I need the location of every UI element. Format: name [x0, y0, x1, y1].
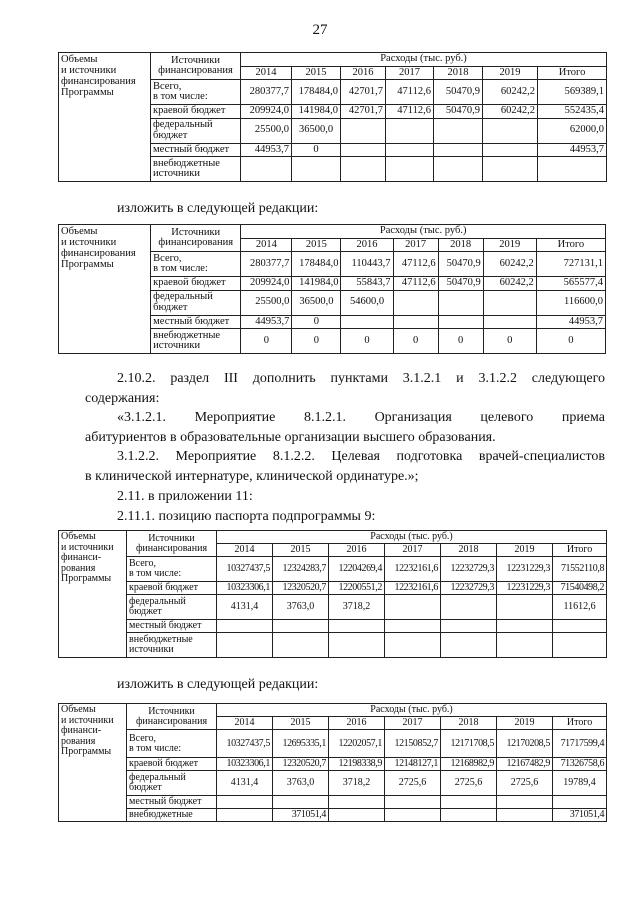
value-cell: 4131,4 [217, 595, 273, 620]
total-header-cell: Итого [553, 717, 607, 730]
value-cell [217, 633, 273, 658]
paragraph-2-10-2-line1: 2.10.2. раздел III дополнить пунктами 3.1.2.1 и 3.1.2.2 следующего [117, 371, 605, 386]
table-row [59, 595, 607, 620]
value-cell: 10327437,5 [217, 557, 273, 582]
value-cell [438, 290, 483, 315]
value-cell [434, 143, 483, 157]
value-cell: 60242,2 [483, 277, 536, 291]
value-cell: 47112,6 [393, 277, 438, 291]
source-extra: внебюджетные источники [151, 157, 241, 182]
value-cell: 0 [393, 329, 438, 354]
source-total: Всего, в том числе: [127, 730, 217, 758]
source-extra: внебюджетные источники [151, 329, 241, 354]
value-cell [553, 633, 607, 658]
header-row [59, 531, 607, 544]
edit-instruction-2: изложить в следующей редакции: [117, 677, 319, 692]
value-cell: 71717599,4 [553, 730, 607, 758]
sources-header: Источники финансирования [127, 704, 217, 730]
value-cell: 2725,6 [385, 771, 441, 796]
value-cell: 50470,9 [434, 105, 483, 119]
sources-header: Источники финансирования [127, 531, 217, 557]
value-cell [483, 157, 538, 182]
value-cell [483, 118, 538, 143]
objects-label: Объемы и источники финанси- рования Программы [59, 704, 127, 822]
value-cell: 10327437,5 [217, 730, 273, 758]
year-cell: 2017 [385, 544, 441, 557]
value-cell: 3763,0 [273, 595, 329, 620]
value-cell: 0 [341, 329, 393, 354]
header-row [59, 53, 607, 67]
year-cell: 2016 [341, 238, 393, 252]
value-cell: 19789,4 [553, 771, 607, 796]
year-cell: 2018 [438, 238, 483, 252]
value-cell: 60242,2 [483, 80, 538, 105]
year-cell: 2016 [341, 66, 386, 80]
value-cell [341, 315, 393, 329]
value-cell [273, 633, 329, 658]
value-cell [483, 290, 536, 315]
value-cell [329, 633, 385, 658]
year-cell: 2014 [241, 238, 292, 252]
source-federal: федеральный бюджет [127, 771, 217, 796]
sources-header: Источники финансирования [151, 53, 241, 80]
value-cell [441, 809, 497, 822]
paragraph-2-11-1: 2.11.1. позицию паспорта подпрограммы 9: [117, 509, 376, 524]
value-cell [441, 595, 497, 620]
expenses-header: Расходы (тыс. руб.) [217, 531, 607, 544]
value-cell [497, 633, 553, 658]
value-cell: 50470,9 [438, 252, 483, 277]
value-cell: 12320520,7 [273, 758, 329, 771]
value-cell: 10323306,1 [217, 582, 273, 595]
value-cell: 25500,0 [241, 290, 292, 315]
value-cell [217, 620, 273, 633]
source-total: Всего, в том числе: [151, 80, 241, 105]
value-cell [441, 796, 497, 809]
value-cell: 3718,2 [329, 771, 385, 796]
value-cell: 12202057,1 [329, 730, 385, 758]
value-cell: 565577,4 [536, 277, 605, 291]
value-cell [329, 796, 385, 809]
value-cell: 47112,6 [386, 105, 434, 119]
value-cell: 71552110,8 [553, 557, 607, 582]
value-cell: 10323306,1 [217, 758, 273, 771]
value-cell: 12171708,5 [441, 730, 497, 758]
paragraph-3-1-2-2-line1: 3.1.2.2. Мероприятие 8.1.2.2. Целевая подготовка врачей-специалистов [117, 449, 605, 464]
value-cell [292, 157, 341, 182]
year-cell: 2019 [497, 717, 553, 730]
value-cell [553, 620, 607, 633]
source-local: местный бюджет [127, 620, 217, 633]
source-regional: краевой бюджет [127, 758, 217, 771]
value-cell: 141984,0 [292, 105, 341, 119]
source-federal: федеральный бюджет [151, 290, 241, 315]
value-cell: 12148127,1 [385, 758, 441, 771]
value-cell [497, 595, 553, 620]
year-cell: 2014 [217, 544, 273, 557]
value-cell [483, 143, 538, 157]
value-cell: 2725,6 [497, 771, 553, 796]
expenses-header: Расходы (тыс. руб.) [241, 225, 606, 239]
source-total: Всего, в том числе: [127, 557, 217, 582]
year-cell: 2017 [386, 66, 434, 80]
value-cell: 60242,2 [483, 252, 536, 277]
value-cell: 44953,7 [536, 315, 605, 329]
year-cell: 2014 [241, 66, 292, 80]
value-cell: 25500,0 [241, 118, 292, 143]
header-row [59, 704, 607, 717]
value-cell [538, 157, 607, 182]
source-local: местный бюджет [127, 796, 217, 809]
value-cell: 209924,0 [241, 105, 292, 119]
value-cell: 12231229,3 [497, 582, 553, 595]
value-cell [497, 620, 553, 633]
expenses-header: Расходы (тыс. руб.) [217, 704, 607, 717]
value-cell: 12167482,9 [497, 758, 553, 771]
value-cell: 12198338,9 [329, 758, 385, 771]
value-cell [385, 595, 441, 620]
value-cell: 727131,1 [536, 252, 605, 277]
value-cell [217, 809, 273, 822]
expenses-header: Расходы (тыс. руб.) [241, 53, 607, 67]
value-cell: 12168982,9 [441, 758, 497, 771]
value-cell [385, 620, 441, 633]
value-cell: 60242,2 [483, 105, 538, 119]
year-cell: 2017 [393, 238, 438, 252]
value-cell [273, 796, 329, 809]
edit-instruction-1: изложить в следующей редакции: [117, 201, 319, 216]
source-regional: краевой бюджет [151, 105, 241, 119]
value-cell [217, 796, 273, 809]
value-cell [385, 809, 441, 822]
value-cell: 12320520,7 [273, 582, 329, 595]
value-cell [483, 315, 536, 329]
value-cell: 62000,0 [538, 118, 607, 143]
paragraph-3-1-2-1-line1: «3.1.2.1. Мероприятие 8.1.2.1. Организация целевого приема [117, 410, 605, 425]
objects-label: Объемы и источники финансирования Программы [59, 53, 151, 182]
value-cell: 371051,4 [553, 809, 607, 822]
value-cell: 42701,7 [341, 105, 386, 119]
value-cell: 0 [483, 329, 536, 354]
value-cell [386, 143, 434, 157]
value-cell: 47112,6 [393, 252, 438, 277]
source-federal: федеральный бюджет [127, 595, 217, 620]
value-cell: 280377,7 [241, 80, 292, 105]
financing-table-old-subprogram-9 [58, 530, 607, 658]
value-cell [385, 633, 441, 658]
source-regional: краевой бюджет [151, 277, 241, 291]
value-cell: 36500,0 [292, 290, 341, 315]
value-cell: 2725,6 [441, 771, 497, 796]
year-cell: 2018 [441, 544, 497, 557]
value-cell: 371051,4 [273, 809, 329, 822]
table-row [59, 809, 607, 822]
year-cell: 2014 [217, 717, 273, 730]
financing-table-new-subprogram-9 [58, 703, 607, 822]
value-cell: 0 [292, 329, 341, 354]
objects-label: Объемы и источники финансирования Программы [59, 225, 151, 354]
value-cell: 71326758,6 [553, 758, 607, 771]
value-cell [497, 796, 553, 809]
paragraph-2-10-2-line2: содержания: [85, 391, 160, 406]
sources-header: Источники финансирования [151, 225, 241, 252]
year-cell: 2017 [385, 717, 441, 730]
value-cell: 3718,2 [329, 595, 385, 620]
table-row [59, 633, 607, 658]
year-cell: 2018 [441, 717, 497, 730]
value-cell: 141984,0 [292, 277, 341, 291]
value-cell: 178484,0 [292, 252, 341, 277]
value-cell: 47112,6 [386, 80, 434, 105]
value-cell: 44953,7 [241, 315, 292, 329]
value-cell [329, 809, 385, 822]
paragraph-3-1-2-1-line2: абитуриентов в образовательные организации высшего образования. [85, 430, 496, 445]
value-cell: 44953,7 [241, 143, 292, 157]
header-row [59, 225, 606, 239]
paragraph-2-11: 2.11. в приложении 11: [117, 489, 253, 504]
value-cell: 110443,7 [341, 252, 393, 277]
table-row [59, 557, 607, 582]
source-extra: внебюджетные [127, 809, 217, 822]
year-cell: 2015 [292, 66, 341, 80]
value-cell: 3763,0 [273, 771, 329, 796]
value-cell: 50470,9 [438, 277, 483, 291]
value-cell: 0 [292, 315, 341, 329]
value-cell: 569389,1 [538, 80, 607, 105]
value-cell: 12170208,5 [497, 730, 553, 758]
value-cell: 0 [438, 329, 483, 354]
value-cell [553, 796, 607, 809]
total-header-cell: Итого [553, 544, 607, 557]
total-header-cell: Итого [536, 238, 605, 252]
value-cell: 12232729,3 [441, 582, 497, 595]
value-cell: 50470,9 [434, 80, 483, 105]
value-cell: 44953,7 [538, 143, 607, 157]
value-cell [273, 620, 329, 633]
source-regional: краевой бюджет [127, 582, 217, 595]
table-row [59, 730, 607, 758]
value-cell: 0 [241, 329, 292, 354]
value-cell: 71540498,2 [553, 582, 607, 595]
value-cell: 54600,0 [341, 290, 393, 315]
table-row [59, 582, 607, 595]
value-cell: 36500,0 [292, 118, 341, 143]
value-cell: 4131,4 [217, 771, 273, 796]
value-cell: 209924,0 [241, 277, 292, 291]
value-cell [441, 620, 497, 633]
value-cell: 12324283,7 [273, 557, 329, 582]
year-cell: 2015 [292, 238, 341, 252]
value-cell: 12200551,2 [329, 582, 385, 595]
page-number: 27 [312, 22, 328, 38]
table-row [59, 758, 607, 771]
value-cell [497, 809, 553, 822]
year-cell: 2015 [273, 544, 329, 557]
total-header-cell: Итого [538, 66, 607, 80]
value-cell: 12204269,4 [329, 557, 385, 582]
year-cell: 2015 [273, 717, 329, 730]
value-cell: 280377,7 [241, 252, 292, 277]
value-cell: 12232161,6 [385, 557, 441, 582]
source-total: Всего, в том числе: [151, 252, 241, 277]
value-cell [438, 315, 483, 329]
table-row [59, 771, 607, 796]
paragraph-3-1-2-2-line2: в клинической интернатуре, клинической ординатуре.»; [85, 469, 419, 484]
table-row [59, 620, 607, 633]
value-cell: 0 [536, 329, 605, 354]
value-cell: 12232161,6 [385, 582, 441, 595]
value-cell [441, 633, 497, 658]
year-cell: 2019 [483, 66, 538, 80]
year-cell: 2016 [329, 717, 385, 730]
value-cell [341, 143, 386, 157]
year-cell: 2016 [329, 544, 385, 557]
value-cell [386, 157, 434, 182]
year-cell: 2018 [434, 66, 483, 80]
source-extra: внебюджетные источники [127, 633, 217, 658]
value-cell [241, 157, 292, 182]
value-cell [341, 118, 386, 143]
table-row [59, 796, 607, 809]
value-cell: 12231229,3 [497, 557, 553, 582]
year-cell: 2019 [483, 238, 536, 252]
objects-label: Объемы и источники финанси- рования Программы [59, 531, 127, 658]
value-cell [434, 157, 483, 182]
value-cell: 12695335,1 [273, 730, 329, 758]
value-cell [393, 290, 438, 315]
value-cell: 55843,7 [341, 277, 393, 291]
value-cell: 0 [292, 143, 341, 157]
value-cell [329, 620, 385, 633]
value-cell: 42701,7 [341, 80, 386, 105]
value-cell: 178484,0 [292, 80, 341, 105]
year-cell: 2019 [497, 544, 553, 557]
value-cell [341, 157, 386, 182]
value-cell [393, 315, 438, 329]
value-cell: 116600,0 [536, 290, 605, 315]
value-cell: 12150852,7 [385, 730, 441, 758]
financing-table-old-program [58, 52, 607, 182]
source-local: местный бюджет [151, 315, 241, 329]
source-federal: федеральный бюджет [151, 118, 241, 143]
value-cell [434, 118, 483, 143]
financing-table-new-program [58, 224, 606, 354]
value-cell: 552435,4 [538, 105, 607, 119]
value-cell [386, 118, 434, 143]
value-cell: 11612,6 [553, 595, 607, 620]
value-cell: 12232729,3 [441, 557, 497, 582]
value-cell [385, 796, 441, 809]
source-local: местный бюджет [151, 143, 241, 157]
